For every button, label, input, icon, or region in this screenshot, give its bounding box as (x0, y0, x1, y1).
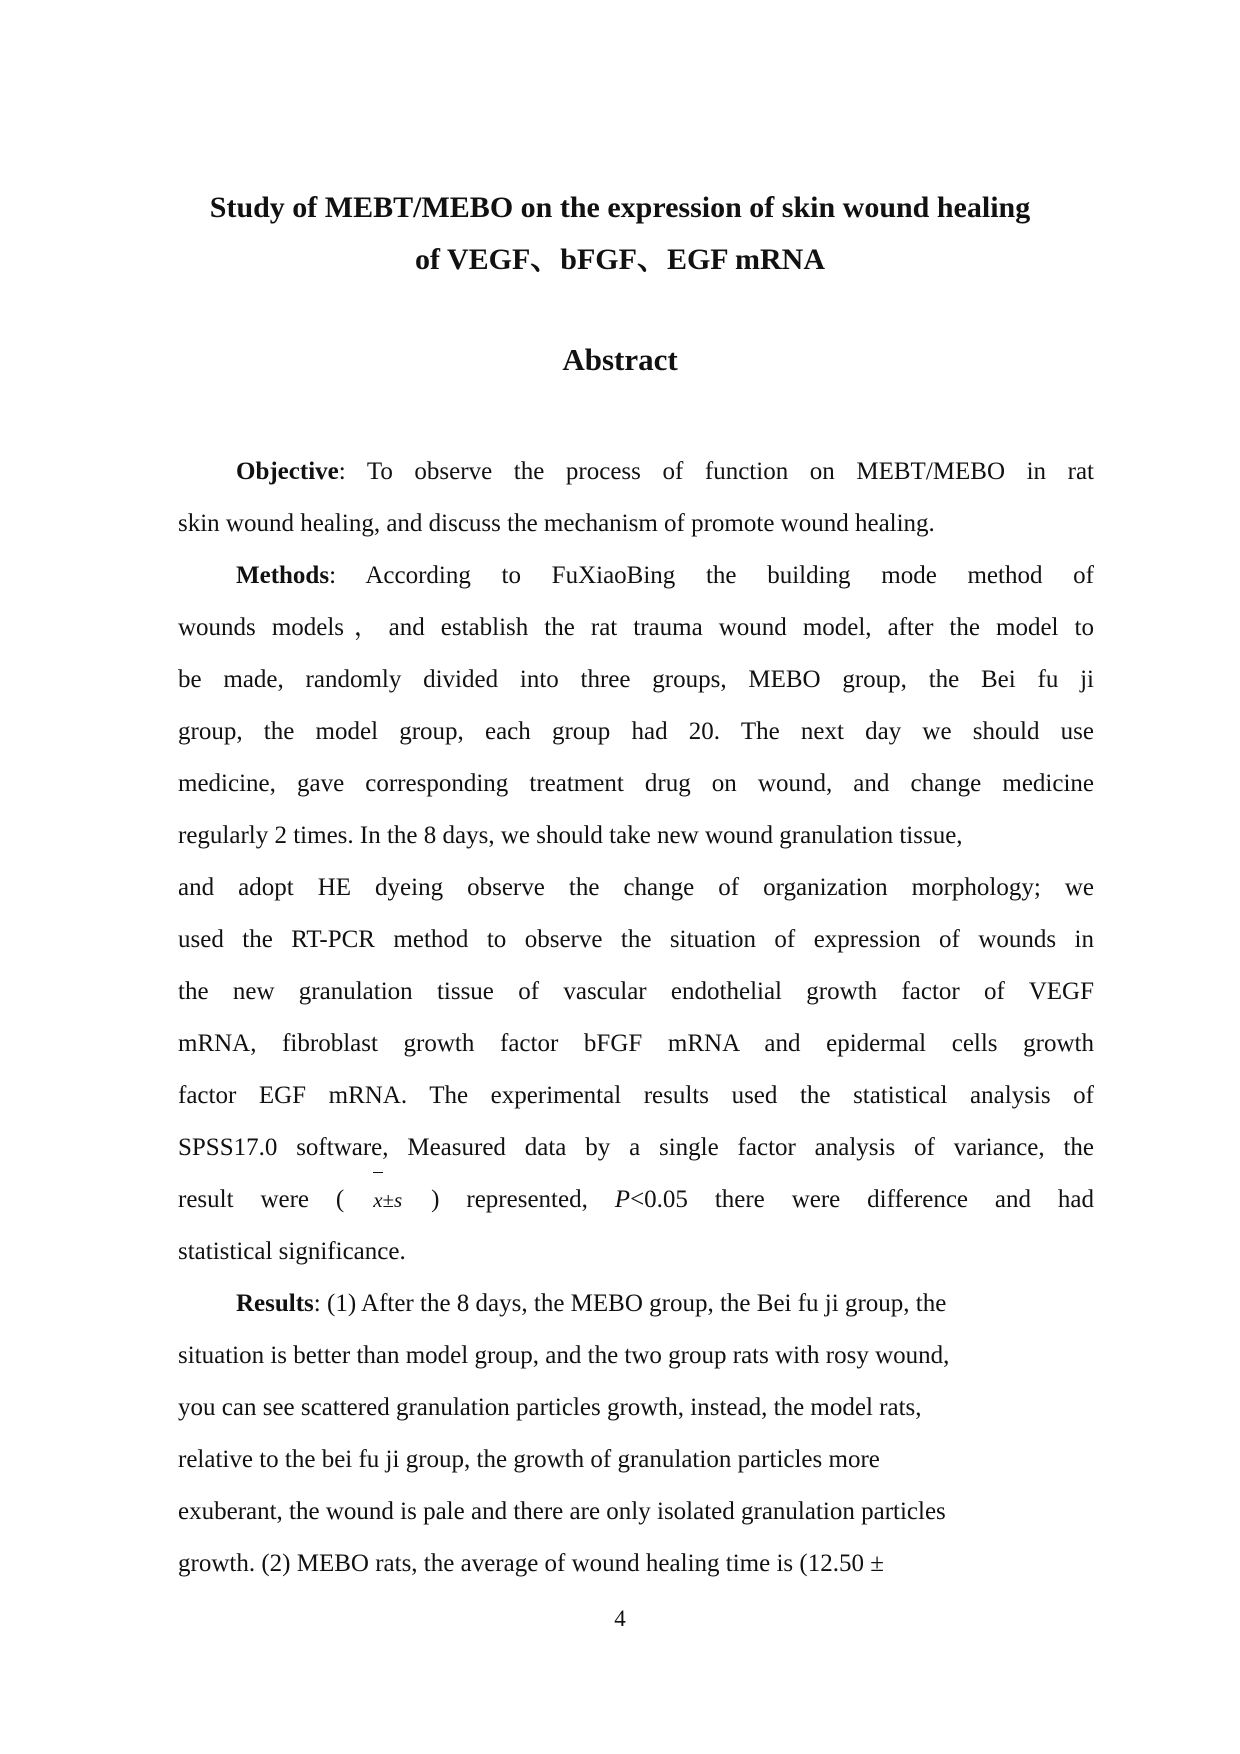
methods-line-2: wounds models，and establish the rat trauma wound model, after the model to (178, 614, 1094, 641)
plus-minus-symbol: ± (382, 1188, 395, 1212)
methods-text-13a: result were ( (178, 1186, 345, 1213)
p-symbol: P (614, 1186, 631, 1213)
methods-line-14: statistical significance. (178, 1238, 406, 1265)
methods-line-13 (178, 1174, 1094, 1226)
page-number: 4 (614, 1606, 626, 1631)
methods-line-8: used the RT-PCR method to observe the situation of expression of wounds in (178, 926, 1094, 953)
methods-line-5: medicine, gave corresponding treatment drug on wound, and change medicine (178, 770, 1094, 797)
results-line-3: you can see scattered granulation particles growth, instead, the model rats, (178, 1394, 922, 1421)
results-label: Results (236, 1290, 314, 1317)
methods-line-1 (178, 550, 1094, 602)
methods-line-12: SPSS17.0 software, Measured data by a single factor analysis of variance, the (178, 1134, 1094, 1161)
methods-paragraph (178, 550, 1094, 1278)
objective-line-1 (178, 446, 1094, 498)
objective-label: Objective (236, 458, 339, 485)
methods-line-10: mRNA, fibroblast growth factor bFGF mRNA and epidermal cells growth (178, 1030, 1094, 1057)
mean-sd-notation (373, 1174, 402, 1226)
methods-line-6: regularly 2 times. In the 8 days, we should take new wound granulation tissue, (178, 822, 963, 849)
document-title (160, 182, 1080, 286)
results-line-2: situation is better than model group, and the two group rats with rosy wound, (178, 1342, 950, 1369)
methods-line-11: factor EGF mRNA. The experimental results used the statistical analysis of (178, 1082, 1094, 1109)
methods-text-13c: <0.05 there were difference and had (630, 1186, 1095, 1213)
abstract-heading: Abstract (562, 342, 678, 377)
results-line-5: exuberant, the wound is pale and there are only isolated granulation particles (178, 1498, 946, 1525)
abstract-body (178, 446, 1094, 1590)
title-line-1: Study of MEBT/MEBO on the expression of skin wound healing (209, 191, 1031, 224)
results-line-1 (178, 1278, 1094, 1330)
methods-text-1: : According to FuXiaoBing the building mode method of (329, 562, 1094, 589)
methods-label: Methods (236, 562, 330, 589)
results-line-4: relative to the bei fu ji group, the growth of granulation particles more (178, 1446, 880, 1473)
objective-text-1: : To observe the process of function on MEBT/MEBO in rat (338, 458, 1094, 485)
s-symbol: s (394, 1188, 403, 1212)
methods-line-4: group, the model group, each group had 20. The next day we should use (178, 718, 1094, 745)
objective-line-2: skin wound healing, and discuss the mechanism of promote wound healing. (178, 510, 935, 537)
objective-paragraph (178, 446, 1094, 550)
results-paragraph (178, 1278, 1094, 1590)
methods-line-9: the new granulation tissue of vascular endothelial growth factor of VEGF (178, 978, 1094, 1005)
methods-line-7: and adopt HE dyeing observe the change of organization morphology; we (178, 874, 1094, 901)
x-bar-symbol: x (373, 1174, 382, 1226)
methods-text-13b: ) represented, (431, 1186, 588, 1213)
results-text-1: : (1) After the 8 days, the MEBO group, the Bei fu ji group, the (313, 1290, 947, 1317)
title-line-2: of VEGF、bFGF、EGF mRNA (415, 243, 825, 276)
results-line-6: growth. (2) MEBO rats, the average of wound healing time is (12.50 ± (178, 1550, 884, 1577)
methods-line-3: be made, randomly divided into three groups, MEBO group, the Bei fu ji (178, 666, 1094, 693)
